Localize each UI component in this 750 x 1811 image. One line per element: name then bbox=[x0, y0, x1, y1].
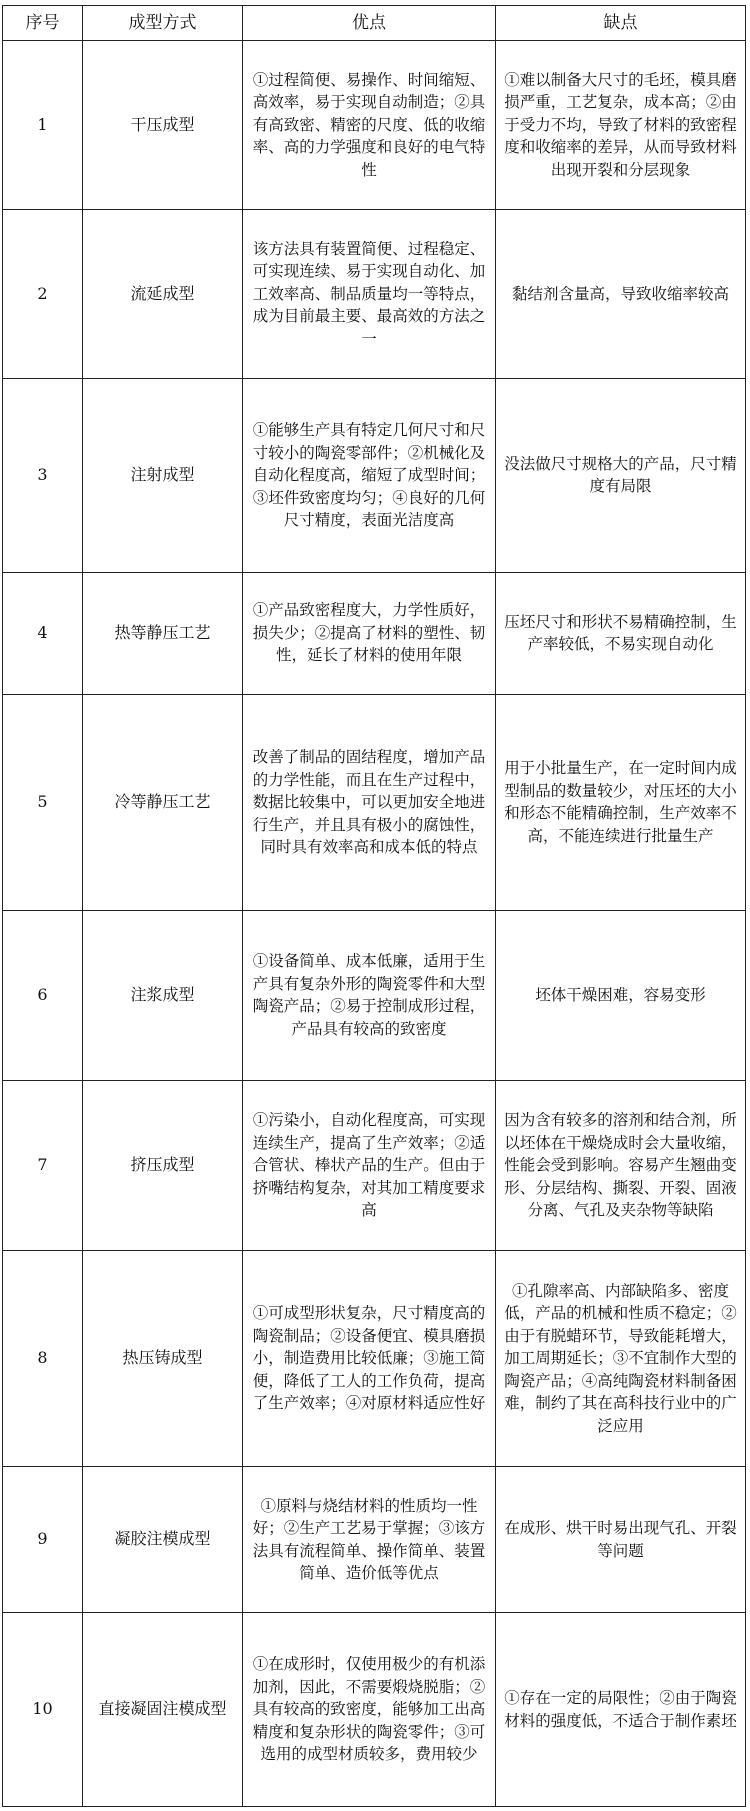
table-row bbox=[3, 1613, 746, 1807]
row-index: 3 bbox=[3, 379, 83, 573]
row-method: 流延成型 bbox=[83, 210, 243, 379]
row-cons: ①孔隙率高、内部缺陷多、密度低，产品的机械和性质不稳定；②由于有脱蜡环节，导致能耗增大，加工周期延长；③不宜制作大型的陶瓷产品；④高纯陶瓷材料制备困难，制约了其在高科技行业中的广泛应用 bbox=[496, 1250, 746, 1466]
table-row bbox=[3, 41, 746, 210]
row-pros: 改善了制品的固结程度，增加产品的力学性能，而且在生产过程中，数据比较集中，可以更加安全地进行生产，并且具有极小的腐蚀性，同时具有效率高和成本低的特点 bbox=[243, 694, 496, 910]
header-pros: 优点 bbox=[243, 6, 496, 41]
table-row bbox=[3, 379, 746, 573]
row-index: 5 bbox=[3, 694, 83, 910]
row-cons: 因为含有较多的溶剂和结合剂，所以坯体在干燥烧成时会大量收缩，性能会受到影响。容易产生翘曲变形、分层结构、撕裂、开裂、固液分离、气孔及夹杂物等缺陷 bbox=[496, 1080, 746, 1250]
row-method: 注浆成型 bbox=[83, 910, 243, 1080]
row-index: 4 bbox=[3, 572, 83, 694]
row-method: 干压成型 bbox=[83, 41, 243, 210]
comparison-table bbox=[2, 5, 746, 1807]
row-pros: ①过程简便、易操作、时间缩短、高效率，易于实现自动制造；②具有高致密、精密的尺度、低的收缩率、高的力学强度和良好的电气特性 bbox=[243, 41, 496, 210]
row-method: 凝胶注模成型 bbox=[83, 1466, 243, 1613]
header-method: 成型方式 bbox=[83, 6, 243, 41]
row-index: 9 bbox=[3, 1466, 83, 1613]
table-row bbox=[3, 1466, 746, 1613]
table-row bbox=[3, 572, 746, 694]
row-pros: ①设备简单、成本低廉，适用于生产具有复杂外形的陶瓷零件和大型陶瓷产品；②易于控制成形过程，产品具有较高的致密度 bbox=[243, 910, 496, 1080]
row-pros: ①原料与烧结材料的性质均一性好；②生产工艺易于掌握；③该方法具有流程简单、操作简单、装置简单、造价低等优点 bbox=[243, 1466, 496, 1613]
row-index: 2 bbox=[3, 210, 83, 379]
row-cons: 坯体干燥困难，容易变形 bbox=[496, 910, 746, 1080]
row-pros: ①产品致密程度大，力学性质好，损失少；②提高了材料的塑性、韧性，延长了材料的使用年限 bbox=[243, 572, 496, 694]
row-method: 挤压成型 bbox=[83, 1080, 243, 1250]
row-method: 热压铸成型 bbox=[83, 1250, 243, 1466]
row-method: 热等静压工艺 bbox=[83, 572, 243, 694]
row-cons: 在成形、烘干时易出现气孔、开裂等问题 bbox=[496, 1466, 746, 1613]
header-idx: 序号 bbox=[3, 6, 83, 41]
row-cons: 压坯尺寸和形状不易精确控制，生产率较低，不易实现自动化 bbox=[496, 572, 746, 694]
row-pros: ①在成形时，仅使用极少的有机添加剂，因此，不需要煅烧脱脂；②具有较高的致密度，能够加工出高精度和复杂形状的陶瓷零件；③可选用的成型材质较多，费用较少 bbox=[243, 1613, 496, 1807]
table-row bbox=[3, 910, 746, 1080]
row-pros: 该方法具有装置简便、过程稳定、可实现连续、易于实现自动化、加工效率高、制品质量均一等特点，成为目前最主要、最高效的方法之一 bbox=[243, 210, 496, 379]
row-cons: ①难以制备大尺寸的毛坯，模具磨损严重，工艺复杂，成本高；②由于受力不均，导致了材料的致密程度和收缩率的差异，从而导致材料出现开裂和分层现象 bbox=[496, 41, 746, 210]
row-index: 10 bbox=[3, 1613, 83, 1807]
header-cons: 缺点 bbox=[496, 6, 746, 41]
table-row bbox=[3, 1080, 746, 1250]
row-cons: 没法做尺寸规格大的产品，尺寸精度有局限 bbox=[496, 379, 746, 573]
row-method: 直接凝固注模成型 bbox=[83, 1613, 243, 1807]
row-cons: 黏结剂含量高，导致收缩率较高 bbox=[496, 210, 746, 379]
row-index: 7 bbox=[3, 1080, 83, 1250]
row-cons: ①存在一定的局限性；②由于陶瓷材料的强度低，不适合于制作素坯 bbox=[496, 1613, 746, 1807]
row-method: 冷等静压工艺 bbox=[83, 694, 243, 910]
row-index: 8 bbox=[3, 1250, 83, 1466]
row-pros: ①能够生产具有特定几何尺寸和尺寸较小的陶瓷零部件；②机械化及自动化程度高，缩短了成型时间；③坯件致密度均匀；④良好的几何尺寸精度，表面光洁度高 bbox=[243, 379, 496, 573]
header-row bbox=[3, 6, 746, 41]
row-pros: ①可成型形状复杂，尺寸精度高的陶瓷制品；②设备便宜、模具磨损小，制造费用比较低廉；③施工简便，降低了工人的工作负荷，提高了生产效率；④对原材料适应性好 bbox=[243, 1250, 496, 1466]
row-pros: ①污染小，自动化程度高，可实现连续生产，提高了生产效率；②适合管状、棒状产品的生产。但由于挤嘴结构复杂，对其加工精度要求高 bbox=[243, 1080, 496, 1250]
table-row bbox=[3, 210, 746, 379]
row-index: 1 bbox=[3, 41, 83, 210]
row-method: 注射成型 bbox=[83, 379, 243, 573]
row-cons: 用于小批量生产，在一定时间内成型制品的数量较少，对压坯的大小和形态不能精确控制，生产效率不高，不能连续进行批量生产 bbox=[496, 694, 746, 910]
table-row bbox=[3, 694, 746, 910]
table-row bbox=[3, 1250, 746, 1466]
row-index: 6 bbox=[3, 910, 83, 1080]
